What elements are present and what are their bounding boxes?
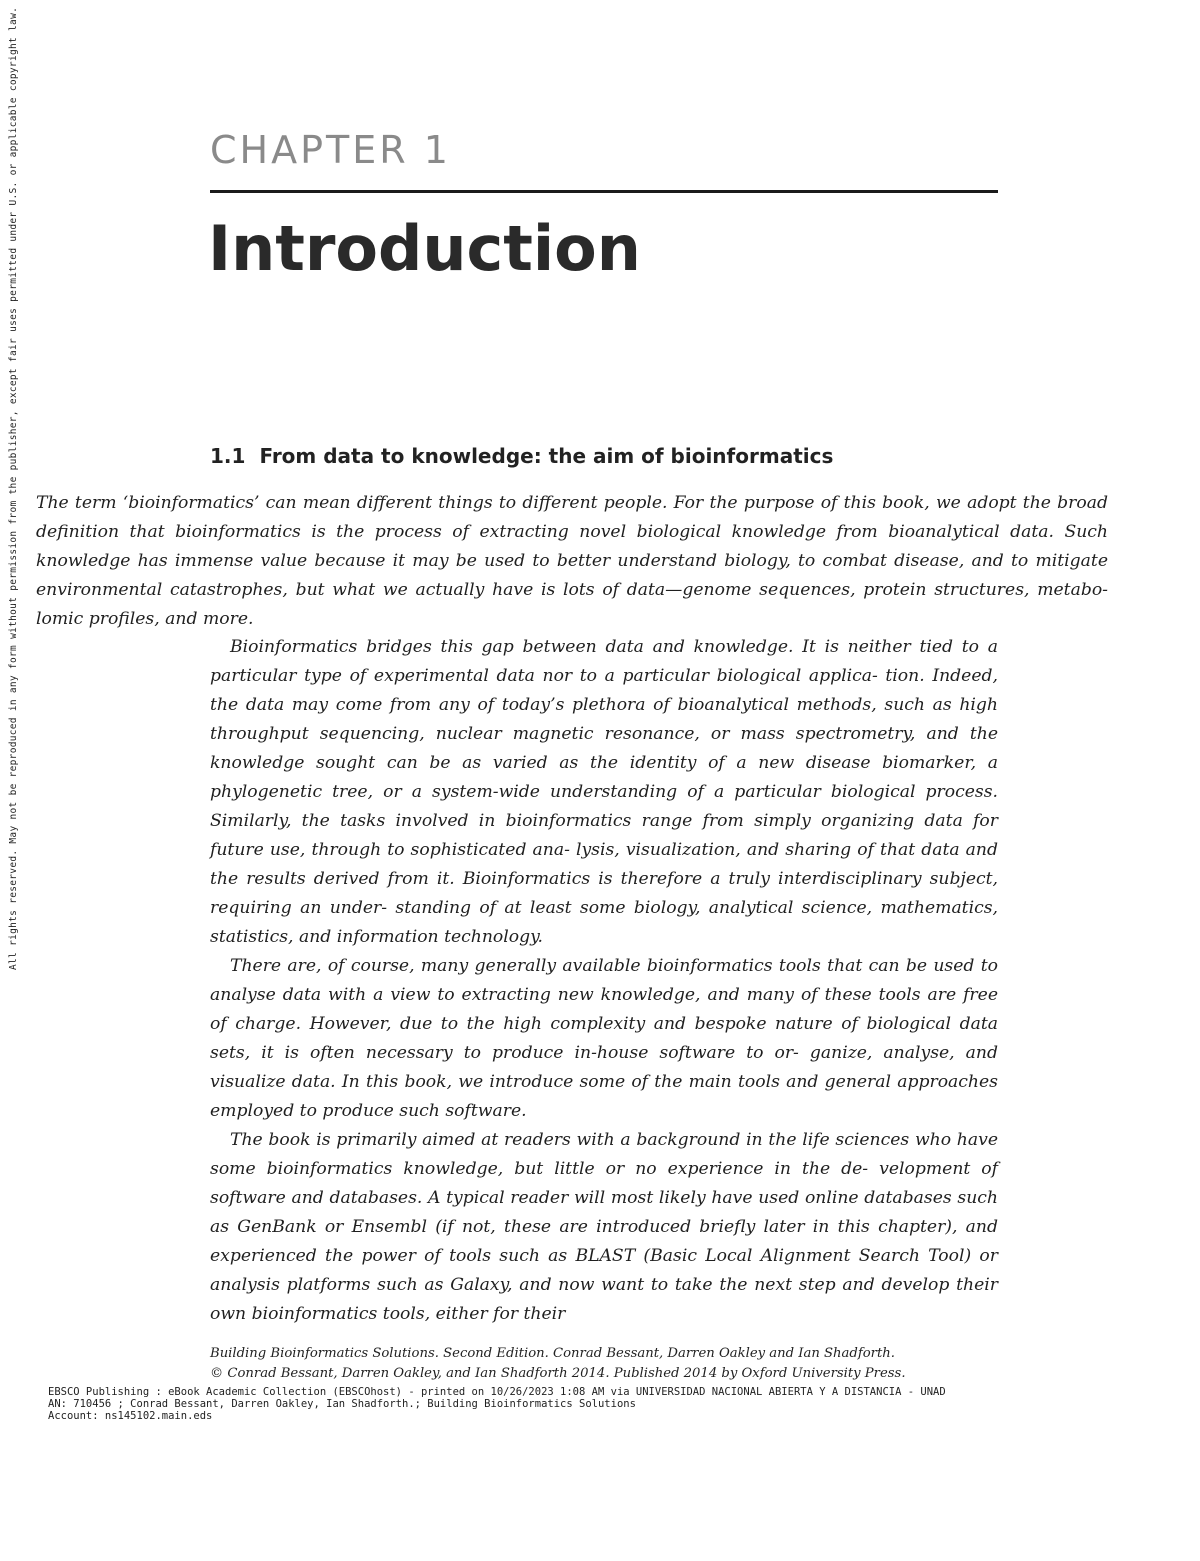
ebsco-line-3: Account: ns145102.main.eds [48, 1410, 213, 1422]
ebsco-footer [48, 1386, 1148, 1422]
section-number: 1.1 [210, 444, 246, 468]
ebsco-line-2: AN: 710456 ; Conrad Bessant, Darren Oakley, Ian Shadforth.; Building Bioinformatics Solutions [48, 1398, 636, 1410]
chapter-rule [210, 190, 998, 193]
chapter-title: Introduction [208, 212, 641, 285]
paragraph-first: The term ‘bioinformatics’ can mean different things to different people. For the purpose of this book, we adopt the broad definition that bioinformatics is the process of extracting novel biological knowledge from bioanalytical data. Such knowledge has immense value because it may be used to better understand biology, to combat disease, and to mitigate environmental catastrophes, but what we actually have is lots of data—genome sequences, protein structures, metabo- lomic profiles, and more. [36, 493, 1108, 629]
section-heading [210, 444, 833, 468]
copyright-side-notice: All rights reserved. May not be reproduced in any form without permission from the publisher, except fair uses permitted under U.S. or applicable copyright law. [8, 6, 19, 970]
body-text [210, 633, 998, 1329]
paragraph-third: There are, of course, many generally available bioinformatics tools that can be used to analyse data with a view to extracting new knowledge, and many of these tools are free of charge. However, due to the high complexity and bespoke nature of biological data sets, it is often necessary to produce in-house software to or- ganize, analyse, and visualize data. In this book, we introduce some of the main tools and general approaches employed to produce such software. [210, 956, 998, 1121]
chapter-label: CHAPTER 1 [210, 128, 451, 172]
paragraph-fourth: The book is primarily aimed at readers with a background in the life sciences who have some bioinformatics knowledge, but little or no experience in the de- velopment of software and databases. A typical reader will most likely have used online databases such as GenBank or Ensembl (if not, these are introduced briefly later in this chapter), and experienced the power of tools such as BLAST (Basic Local Alignment Search Tool) or analysis platforms such as Galaxy, and now want to take the next step and develop their own bioinformatics tools, either for their [210, 1130, 998, 1324]
ebsco-line-1: EBSCO Publishing : eBook Academic Collection (EBSCOhost) - printed on 10/26/2023 1:08 AM via UNIVERSIDAD NACIONAL ABIERTA Y A DISTANCIA - UNAD [48, 1386, 946, 1398]
book-citation [210, 1344, 1000, 1384]
section-title: From data to knowledge: the aim of bioinformatics [259, 444, 834, 468]
paragraph-second: Bioinformatics bridges this gap between data and knowledge. It is neither tied to a particular type of experimental data nor to a particular biological applica- tion. Indeed, the data may come from any of today’s plethora of bioanalytical methods, such as high throughput sequencing, nuclear magnetic resonance, or mass spectrometry, and the knowledge sought can be as varied as the identity of a new disease biomarker, a phylogenetic tree, or a system-wide understanding of a particular biological process. Similarly, the tasks involved in bioinformatics range from simply organizing data for future use, through to sophisticated ana- lysis, visualization, and sharing of that data and the results derived from it. Bioinformatics is therefore a truly interdisciplinary subject, requiring an under- standing of at least some biology, analytical science, mathematics, statistics, and information technology. [210, 637, 998, 947]
citation-line-2: © Conrad Bessant, Darren Oakley, and Ian Shadforth 2014. Published 2014 by Oxford University Press. [210, 1366, 906, 1381]
citation-line-1: Building Bioinformatics Solutions. Second Edition. Conrad Bessant, Darren Oakley and Ian Shadforth. [210, 1346, 895, 1361]
